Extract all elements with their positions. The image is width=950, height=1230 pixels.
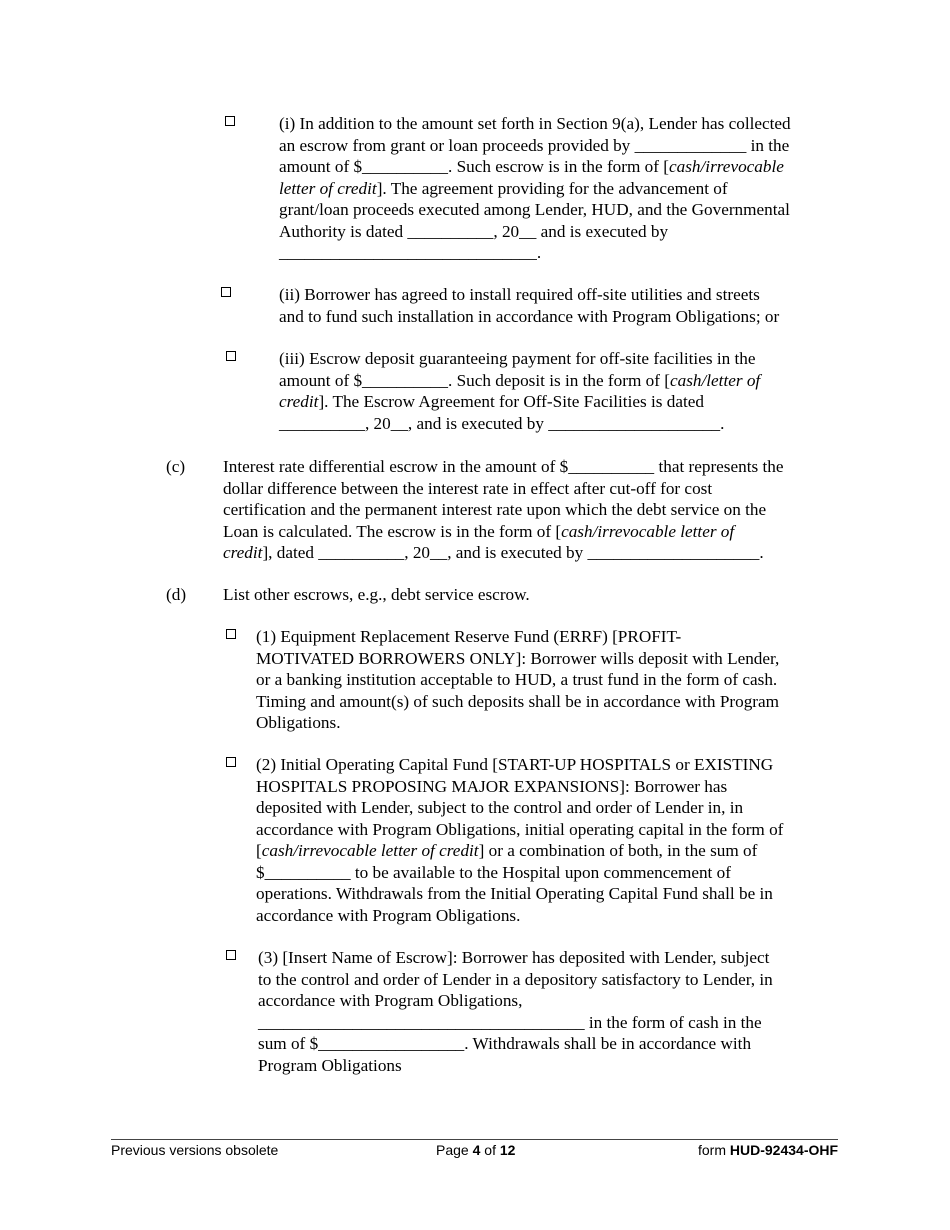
line-text: certification and the permanent interest rate upon which the debt service on the	[223, 500, 767, 519]
line-text: (iii) Escrow deposit guaranteeing payment for off-site facilities in the	[279, 349, 756, 368]
line-text: List other escrows, e.g., debt service escrow.	[223, 585, 530, 604]
line-text: ______________________________.	[279, 243, 542, 262]
line-text: (3) [Insert Name of Escrow]: Borrower has deposited with Lender, subject	[258, 948, 770, 967]
text-line	[258, 1033, 751, 1055]
line-italic-text: credit	[223, 543, 263, 562]
text-line	[279, 413, 724, 435]
text-line	[279, 306, 779, 328]
line-text: Loan is calculated. The escrow is in the form of [	[223, 521, 562, 541]
line-italic-text: letter of credit	[279, 178, 377, 198]
line-text: sum of $_________________. Withdrawals shall be in accordance with	[258, 1034, 752, 1053]
line-text: ]. The agreement providing for the advancement of	[376, 178, 728, 198]
line-text: grant/loan proceeds executed among Lender, HUD, and the Governmental	[279, 200, 790, 219]
line-text: or a banking institution acceptable to HUD, a trust fund in the form of cash.	[256, 670, 778, 689]
line-text: $__________ to be available to the Hospital upon commencement of	[256, 862, 731, 882]
line-text: ]. The Escrow Agreement for Off-Site Facilities is dated	[318, 392, 704, 411]
text-line	[279, 370, 760, 392]
text-line	[223, 478, 712, 500]
text-line	[279, 178, 728, 200]
text-line	[256, 712, 341, 734]
text-line	[223, 521, 734, 543]
text-line	[279, 242, 541, 264]
line-text: HOSPITALS PROPOSING MAJOR EXPANSIONS]: Borrower has	[256, 776, 728, 796]
line-text: and to fund such installation in accordance with Program Obligations; or	[279, 306, 780, 326]
form-prefix: form	[698, 1142, 730, 1158]
text-line	[279, 113, 791, 135]
footer-divider	[111, 1139, 838, 1140]
text-line	[279, 348, 755, 370]
line-italic-text: cash/letter of	[669, 370, 761, 390]
text-line	[223, 542, 764, 564]
text-line	[258, 969, 773, 991]
text-line	[279, 221, 668, 243]
checkbox-item-d3[interactable]	[226, 950, 236, 960]
line-text: ], dated __________, 20__, and is executed by ____________________.	[262, 543, 764, 562]
text-line	[256, 691, 779, 713]
text-line	[256, 840, 757, 862]
line-text: deposited with Lender, subject to the control and order of Lender in, in	[256, 798, 744, 817]
text-line	[279, 391, 704, 413]
text-line	[223, 499, 766, 521]
line-text: ______________________________________ in the form of cash in the	[258, 1012, 762, 1032]
page-current: 4	[472, 1142, 481, 1158]
line-text: (2) Initial Operating Capital Fund [START-UP HOSPITALS or EXISTING	[256, 755, 774, 774]
footer-left: Previous versions obsolete	[111, 1142, 279, 1158]
line-text: Timing and amount(s) of such deposits shall be in accordance with Program	[256, 691, 780, 711]
line-text: to the control and order of Lender in a depository satisfactory to Lender, in	[258, 969, 773, 989]
page-of: of	[480, 1142, 500, 1158]
text-line	[256, 862, 731, 884]
text-line	[223, 584, 530, 606]
line-italic-text: cash/irrevocable	[669, 157, 784, 176]
text-line	[279, 284, 760, 306]
line-text: ] or a combination of both, in the sum of	[478, 841, 758, 860]
footer-page-number	[436, 1141, 515, 1159]
line-italic-text: cash/irrevocable letter of	[561, 521, 735, 541]
page-prefix: Page	[436, 1142, 473, 1158]
line-text: accordance with Program Obligations, initial operating capital in the form of	[256, 819, 784, 839]
text-line	[258, 990, 522, 1012]
text-line	[256, 669, 777, 691]
line-text: (1) Equipment Replacement Reserve Fund (ERRF) [PROFIT-	[256, 627, 682, 646]
text-line	[279, 135, 789, 157]
line-text: amount of $__________. Such escrow is in the form of [	[279, 157, 670, 176]
line-text: __________, 20__, and is executed by ____________________.	[279, 413, 725, 433]
line-text: (i) In addition to the amount set forth in Section 9(a), Lender has collected	[279, 114, 791, 133]
text-line	[256, 776, 727, 798]
line-text: Interest rate differential escrow in the amount of $__________ that represents the	[223, 457, 784, 476]
form-number: HUD-92434-OHF	[729, 1142, 839, 1158]
text-line	[258, 1055, 402, 1077]
text-line	[279, 156, 784, 178]
line-text: dollar difference between the interest rate in effect after cut-off for cost	[223, 478, 713, 498]
text-line	[256, 819, 783, 841]
checkbox-item-ii[interactable]	[221, 287, 231, 297]
text-line	[258, 1012, 762, 1034]
checkbox-item-d2[interactable]	[226, 757, 236, 767]
text-line	[256, 626, 681, 648]
page-total: 12	[499, 1142, 516, 1158]
line-text: accordance with Program Obligations,	[258, 991, 523, 1010]
checkbox-item-i[interactable]	[225, 116, 235, 126]
text-line	[256, 797, 743, 819]
line-text: Authority is dated __________, 20__ and is executed by	[279, 221, 669, 241]
text-line	[256, 648, 779, 670]
text-line	[279, 199, 790, 221]
line-text: Obligations.	[256, 713, 341, 732]
footer-form-id	[698, 1141, 838, 1159]
line-text: amount of $__________. Such deposit is in the form of [	[279, 370, 670, 390]
line-text: operations. Withdrawals from the Initial Operating Capital Fund shall be in	[256, 884, 773, 903]
line-text: MOTIVATED BORROWERS ONLY]: Borrower wills deposit with Lender,	[256, 648, 780, 668]
checkbox-item-d1[interactable]	[226, 629, 236, 639]
text-line	[256, 754, 773, 776]
text-line	[223, 456, 783, 478]
line-text: (ii) Borrower has agreed to install required off-site utilities and streets	[279, 285, 760, 304]
checkbox-item-iii[interactable]	[226, 351, 236, 361]
line-text: an escrow from grant or loan proceeds provided by _____________ in the	[279, 135, 790, 155]
item-d-label: (d)	[166, 585, 187, 604]
line-italic-text: credit	[279, 392, 319, 411]
line-text: accordance with Program Obligations.	[256, 905, 521, 925]
line-italic-text: cash/irrevocable letter of credit	[261, 841, 479, 860]
line-text: [	[256, 841, 262, 860]
line-text: Program Obligations	[258, 1055, 402, 1075]
item-c-label: (c)	[166, 457, 186, 476]
text-line	[256, 905, 520, 927]
text-line	[256, 883, 773, 905]
text-line	[258, 947, 769, 969]
